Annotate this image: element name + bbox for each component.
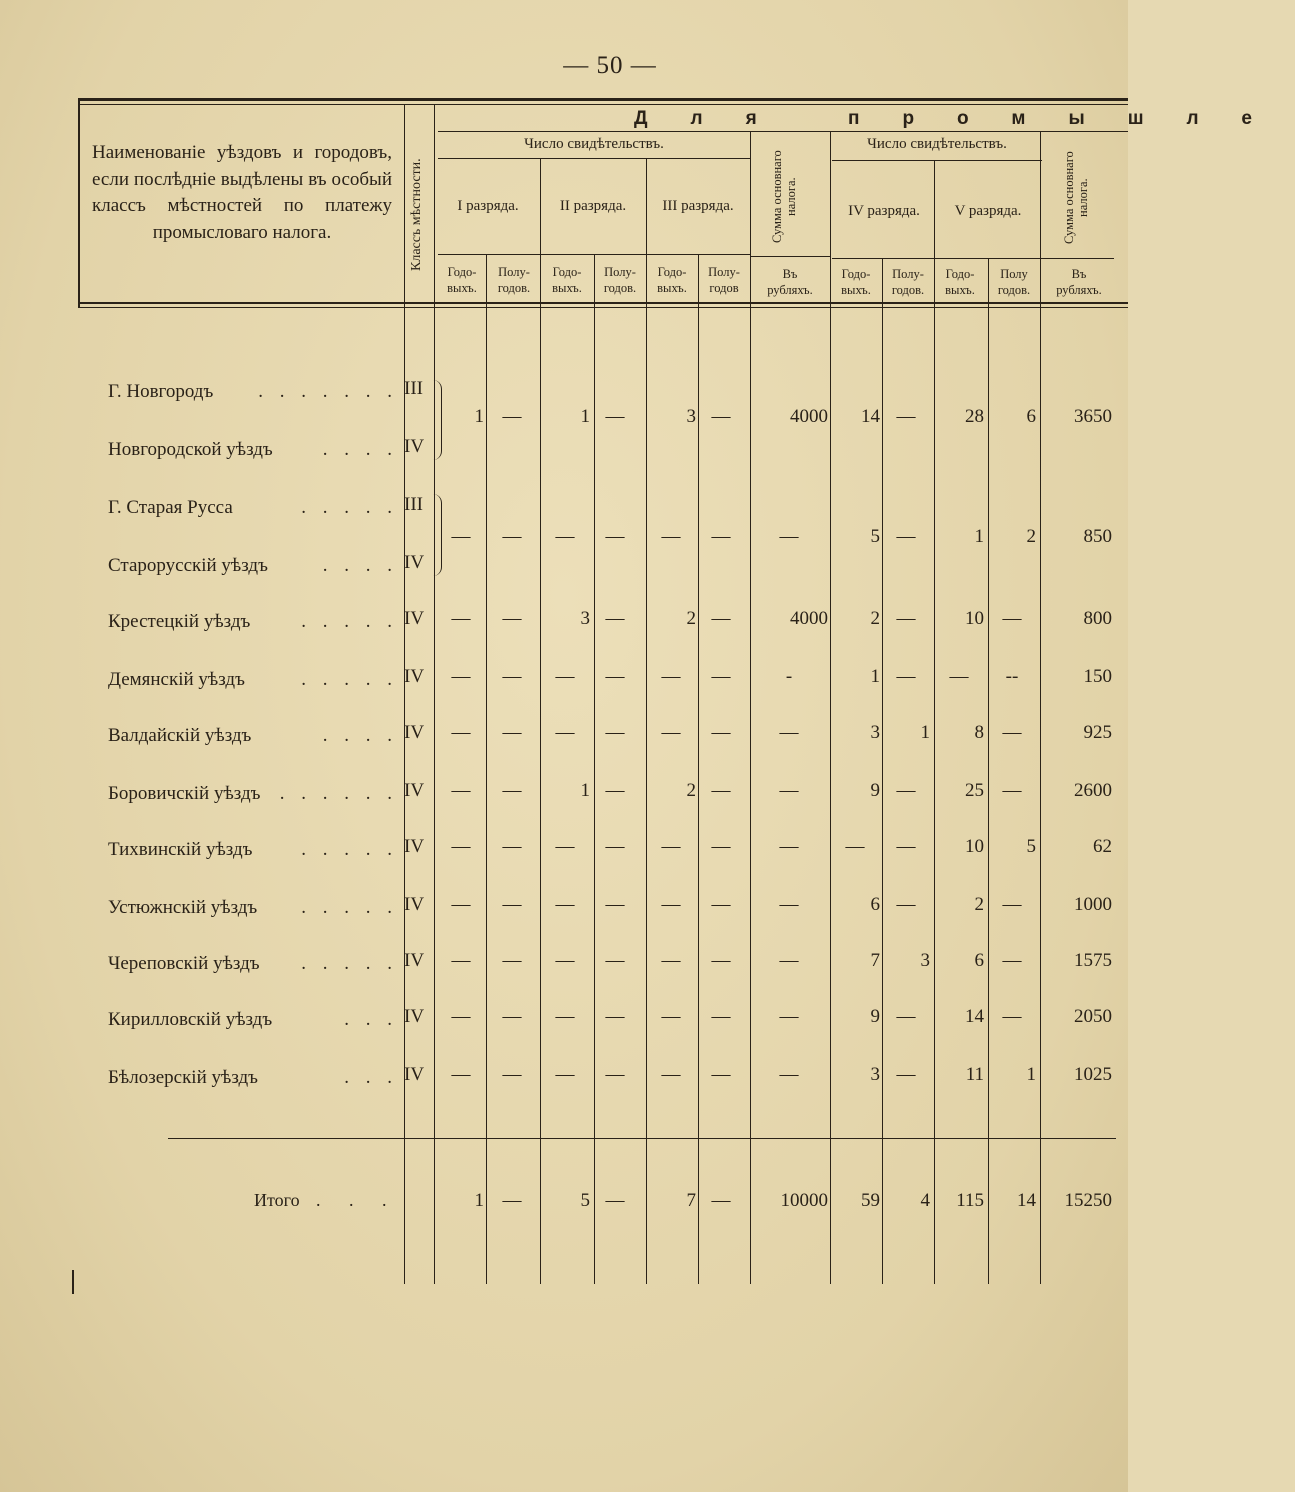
grouped-value-cell: — bbox=[779, 526, 799, 547]
row-value-cell: 925 bbox=[1083, 722, 1112, 743]
row-value-cell: 62 bbox=[1093, 836, 1112, 857]
grouped-value-cell: 1 bbox=[580, 406, 590, 427]
row-value-cell: — bbox=[661, 666, 681, 687]
annual-3-header: Годо- выхъ. bbox=[657, 265, 687, 295]
row-value-cell: — bbox=[605, 780, 625, 801]
class-column-header: Классъ мѣстности. bbox=[409, 158, 424, 272]
grouped-value-cell: 850 bbox=[1083, 526, 1112, 547]
total-value-cell: — bbox=[711, 1190, 731, 1211]
row-value-cell: — bbox=[711, 722, 731, 743]
row-value-cell: — bbox=[502, 1006, 522, 1027]
row-value-cell: - bbox=[785, 666, 793, 687]
row-value-cell: — bbox=[711, 666, 731, 687]
row-value-cell: 25 bbox=[965, 780, 984, 801]
row-class: III bbox=[404, 494, 423, 515]
section-underline bbox=[438, 131, 1128, 132]
row-value-cell: — bbox=[451, 950, 471, 971]
row-value-cell: 4000 bbox=[790, 608, 828, 629]
grouped-value-cell: 5 bbox=[870, 526, 880, 547]
row-value-cell: — bbox=[896, 1006, 916, 1027]
grouped-value-cell: 3650 bbox=[1074, 406, 1112, 427]
row-value-cell: — bbox=[555, 894, 575, 915]
row-value-cell: 1 bbox=[580, 780, 590, 801]
row-class: IV bbox=[404, 722, 425, 743]
row-class: IV bbox=[404, 894, 425, 915]
annual-2-header: Годо- выхъ. bbox=[552, 265, 582, 295]
row-value-cell: — bbox=[661, 836, 681, 857]
col-line-sum-left bbox=[750, 132, 751, 1284]
row-value-cell: 5 bbox=[1026, 836, 1036, 857]
row-value-cell: 2 bbox=[870, 608, 880, 629]
row-value-cell: — bbox=[896, 666, 916, 687]
row-value-cell: 6 bbox=[870, 894, 880, 915]
half-2-header: Полу- годов. bbox=[603, 265, 637, 295]
row-value-cell: 3 bbox=[870, 722, 880, 743]
row-value-cell: — bbox=[502, 666, 522, 687]
row-value-cell: 8 bbox=[974, 722, 984, 743]
half-1-header: Полу- годов. bbox=[497, 265, 531, 295]
row-name: Демянскій уѣздъ . . . . . bbox=[108, 669, 398, 690]
grouped-value-cell: 28 bbox=[965, 406, 984, 427]
row-value-cell: 9 bbox=[870, 780, 880, 801]
row-value-cell: — bbox=[1002, 608, 1022, 629]
total-value-cell: 10000 bbox=[780, 1190, 828, 1211]
row-value-cell: — bbox=[711, 894, 731, 915]
sum-right-header: Сумма основнаго налога. bbox=[1062, 151, 1090, 245]
rank-3-header: III разряда. bbox=[662, 198, 734, 214]
half-3-header: Полу- годов bbox=[708, 265, 740, 295]
row-value-cell: — bbox=[711, 1006, 731, 1027]
row-value-cell: 9 bbox=[870, 1006, 880, 1027]
ranks-rule-mid bbox=[750, 256, 830, 257]
certificates-right-header: Число свидѣтельствъ. bbox=[867, 136, 1007, 152]
row-value-cell: — bbox=[502, 608, 522, 629]
row-value-cell: — bbox=[502, 722, 522, 743]
row-value-cell: 11 bbox=[965, 1064, 984, 1085]
row-class: III bbox=[404, 378, 423, 399]
row-value-cell: — bbox=[451, 666, 471, 687]
row-value-cell: — bbox=[711, 1064, 731, 1085]
row-value-cell: — bbox=[555, 836, 575, 857]
row-value-cell: — bbox=[711, 608, 731, 629]
row-value-cell: — bbox=[502, 950, 522, 971]
grouped-value-cell: — bbox=[711, 406, 731, 427]
row-value-cell: — bbox=[555, 950, 575, 971]
total-value-cell: 59 bbox=[861, 1190, 880, 1211]
row-value-cell: — bbox=[779, 722, 799, 743]
rank-2-header: II разряда. bbox=[559, 198, 627, 214]
row-value-cell: 150 bbox=[1083, 666, 1112, 687]
row-value-cell: — bbox=[605, 950, 625, 971]
name-column-header: Наименованіе уѣздовъ и городовъ, если послѣдніе выдѣлены въ особый классъ мѣстностей по платежу промысловаго налога. bbox=[92, 142, 392, 243]
total-value-cell: 4 bbox=[920, 1190, 930, 1211]
grouped-value-cell: — bbox=[605, 406, 625, 427]
sum-left-header: Сумма основнаго налога. bbox=[770, 150, 798, 244]
col-line-class-right bbox=[434, 104, 435, 1284]
row-value-cell: 1 bbox=[1026, 1064, 1036, 1085]
row-name: Устюжнскій уѣздъ . . . . . bbox=[108, 897, 398, 918]
row-value-cell: — bbox=[555, 1006, 575, 1027]
top-rule-thin bbox=[78, 104, 1128, 105]
header-bottom-rule bbox=[78, 302, 1128, 304]
row-class: IV bbox=[404, 1064, 425, 1085]
grouped-value-cell: 3 bbox=[686, 406, 696, 427]
row-value-cell: — bbox=[661, 894, 681, 915]
grouped-value-cell: 2 bbox=[1026, 526, 1036, 547]
row-value-cell: — bbox=[451, 836, 471, 857]
col-line-3 bbox=[646, 158, 647, 1284]
page-number: — 50 — bbox=[563, 52, 657, 79]
row-value-cell: — bbox=[605, 1006, 625, 1027]
row-value-cell: 1 bbox=[920, 722, 930, 743]
row-value-cell: — bbox=[779, 1064, 799, 1085]
total-value-cell: 1 bbox=[474, 1190, 484, 1211]
row-value-cell: — bbox=[779, 1006, 799, 1027]
total-value-cell: 14 bbox=[1017, 1190, 1036, 1211]
row-value-cell: — bbox=[845, 836, 865, 857]
row-value-cell: — bbox=[661, 722, 681, 743]
annual-1-header: Годо- выхъ. bbox=[447, 265, 477, 295]
row-value-cell: — bbox=[711, 780, 731, 801]
row-value-cell: — bbox=[502, 780, 522, 801]
grouped-value-cell: — bbox=[661, 526, 681, 547]
row-value-cell: 10 bbox=[965, 608, 984, 629]
row-value-cell: — bbox=[1002, 894, 1022, 915]
col-line-sum-right bbox=[1040, 132, 1041, 1284]
total-value-cell: — bbox=[502, 1190, 522, 1211]
row-class: IV bbox=[404, 608, 425, 629]
row-value-cell: — bbox=[779, 836, 799, 857]
grouped-value-cell: — bbox=[605, 526, 625, 547]
row-value-cell: — bbox=[896, 780, 916, 801]
row-value-cell: — bbox=[502, 1064, 522, 1085]
row-value-cell: — bbox=[605, 894, 625, 915]
row-value-cell: -- bbox=[1005, 666, 1019, 687]
total-label-dots: . . . bbox=[316, 1190, 399, 1210]
row-value-cell: — bbox=[661, 1006, 681, 1027]
section-title: Для промышле bbox=[634, 108, 1295, 129]
row-value-cell: — bbox=[896, 608, 916, 629]
row-value-cell: — bbox=[502, 836, 522, 857]
row-value-cell: — bbox=[711, 836, 731, 857]
grouped-value-cell: — bbox=[896, 526, 916, 547]
row-value-cell: 1575 bbox=[1074, 950, 1112, 971]
grouped-value-cell: 4000 bbox=[790, 406, 828, 427]
row-value-cell: — bbox=[949, 666, 969, 687]
totals-rule bbox=[168, 1138, 1116, 1139]
grouped-value-cell: — bbox=[555, 526, 575, 547]
row-class: IV bbox=[404, 666, 425, 687]
col-line-2 bbox=[540, 158, 541, 1284]
row-value-cell: — bbox=[451, 1006, 471, 1027]
certificates-right-rule bbox=[832, 160, 1042, 161]
row-value-cell: 14 bbox=[965, 1006, 984, 1027]
total-value-cell: 7 bbox=[686, 1190, 696, 1211]
grouped-value-cell: — bbox=[711, 526, 731, 547]
row-class: IV bbox=[404, 836, 425, 857]
row-value-cell: — bbox=[605, 1064, 625, 1085]
grouped-value-cell: — bbox=[502, 526, 522, 547]
row-value-cell: — bbox=[779, 894, 799, 915]
row-name: Боровичскій уѣздъ . . . . . . bbox=[108, 783, 398, 804]
row-class: IV bbox=[404, 436, 425, 457]
row-value-cell: 2600 bbox=[1074, 780, 1112, 801]
row-value-cell: 7 bbox=[870, 950, 880, 971]
grouped-value-cell: 1 bbox=[974, 526, 984, 547]
grouped-value-cell: — bbox=[896, 406, 916, 427]
grouped-value-cell: — bbox=[502, 406, 522, 427]
ranks-rule-right bbox=[832, 258, 1114, 259]
row-name: Г. Новгородъ . . . . . . . bbox=[108, 381, 398, 402]
rank-1-header: I разряда. bbox=[457, 198, 519, 214]
row-class: IV bbox=[404, 950, 425, 971]
row-value-cell: 3 bbox=[870, 1064, 880, 1085]
rank-5-header: V разряда. bbox=[954, 203, 1022, 219]
certificates-left-rule bbox=[438, 158, 750, 159]
row-value-cell: — bbox=[502, 894, 522, 915]
annual-4-header: Годо- выхъ. bbox=[841, 267, 871, 297]
total-value-cell: 5 bbox=[580, 1190, 590, 1211]
row-value-cell: — bbox=[779, 780, 799, 801]
row-name: Новгородской уѣздъ . . . . bbox=[108, 439, 398, 460]
row-value-cell: 1000 bbox=[1074, 894, 1112, 915]
row-value-cell: — bbox=[1002, 1006, 1022, 1027]
row-value-cell: 2 bbox=[974, 894, 984, 915]
left-margin-mark bbox=[72, 1270, 74, 1294]
row-value-cell: — bbox=[661, 950, 681, 971]
rubles-right-header: Въ рубляхъ. bbox=[1056, 267, 1102, 297]
row-value-cell: — bbox=[1002, 780, 1022, 801]
row-value-cell: 2 bbox=[686, 608, 696, 629]
row-value-cell: — bbox=[451, 894, 471, 915]
row-value-cell: — bbox=[555, 666, 575, 687]
row-value-cell: — bbox=[451, 608, 471, 629]
row-value-cell: 2050 bbox=[1074, 1006, 1112, 1027]
row-value-cell: — bbox=[605, 836, 625, 857]
top-rule bbox=[78, 98, 1128, 101]
row-name: Кирилловскій уѣздъ . . . bbox=[108, 1009, 398, 1030]
total-value-cell: 115 bbox=[956, 1190, 984, 1211]
row-value-cell: — bbox=[451, 1064, 471, 1085]
row-value-cell: — bbox=[555, 722, 575, 743]
row-value-cell: — bbox=[896, 836, 916, 857]
total-value-cell: — bbox=[605, 1190, 625, 1211]
row-value-cell: — bbox=[605, 722, 625, 743]
row-value-cell: 800 bbox=[1083, 608, 1112, 629]
row-value-cell: — bbox=[605, 608, 625, 629]
row-name: Тихвинскій уѣздъ . . . . . bbox=[108, 839, 398, 860]
row-value-cell: — bbox=[1002, 722, 1022, 743]
row-value-cell: — bbox=[896, 1064, 916, 1085]
row-value-cell: — bbox=[451, 722, 471, 743]
row-value-cell: 2 bbox=[686, 780, 696, 801]
grouped-value-cell: — bbox=[451, 526, 471, 547]
row-value-cell: — bbox=[711, 950, 731, 971]
grouped-value-cell: 14 bbox=[861, 406, 880, 427]
row-value-cell: 3 bbox=[580, 608, 590, 629]
row-value-cell: — bbox=[451, 780, 471, 801]
col-line-class-left bbox=[404, 104, 405, 1284]
col-line-1a bbox=[486, 254, 487, 1284]
half-5-header: Полу годов. bbox=[997, 267, 1031, 297]
row-value-cell: — bbox=[896, 894, 916, 915]
row-value-cell: — bbox=[661, 1064, 681, 1085]
row-name: Старорусскій уѣздъ . . . . bbox=[108, 555, 398, 576]
total-label: Итого bbox=[254, 1190, 300, 1210]
row-class: IV bbox=[404, 1006, 425, 1027]
row-value-cell: 6 bbox=[974, 950, 984, 971]
grouped-value-cell: 1 bbox=[474, 406, 484, 427]
total-value-cell: 15250 bbox=[1064, 1190, 1112, 1211]
row-value-cell: 1 bbox=[870, 666, 880, 687]
col-line-sum-left-right bbox=[830, 132, 831, 1284]
row-name: Череповскій уѣздъ . . . . . bbox=[108, 953, 398, 974]
row-name: Валдайскій уѣздъ . . . . bbox=[108, 725, 398, 746]
certificates-left-header: Число свидѣтельствъ. bbox=[524, 136, 664, 152]
header-bottom-rule-thin bbox=[78, 307, 1128, 308]
row-name: Бѣлозерскій уѣздъ . . . bbox=[108, 1067, 398, 1088]
row-value-cell: — bbox=[1002, 950, 1022, 971]
row-name: Крестецкій уѣздъ . . . . . bbox=[108, 611, 398, 632]
row-name: Г. Старая Русса . . . . . bbox=[108, 497, 398, 518]
row-value-cell: 3 bbox=[920, 950, 930, 971]
half-4-header: Полу- годов. bbox=[891, 267, 925, 297]
rubles-left-header: Въ рубляхъ. bbox=[767, 267, 813, 297]
row-class: IV bbox=[404, 780, 425, 801]
row-class: IV bbox=[404, 552, 425, 573]
left-border bbox=[78, 98, 80, 308]
annual-5-header: Годо- выхъ. bbox=[945, 267, 975, 297]
row-value-cell: 10 bbox=[965, 836, 984, 857]
row-value-cell: 1025 bbox=[1074, 1064, 1112, 1085]
row-value-cell: — bbox=[605, 666, 625, 687]
row-value-cell: — bbox=[555, 1064, 575, 1085]
rank-4-header: IV разряда. bbox=[848, 203, 920, 219]
grouped-value-cell: 6 bbox=[1026, 406, 1036, 427]
row-value-cell: — bbox=[779, 950, 799, 971]
